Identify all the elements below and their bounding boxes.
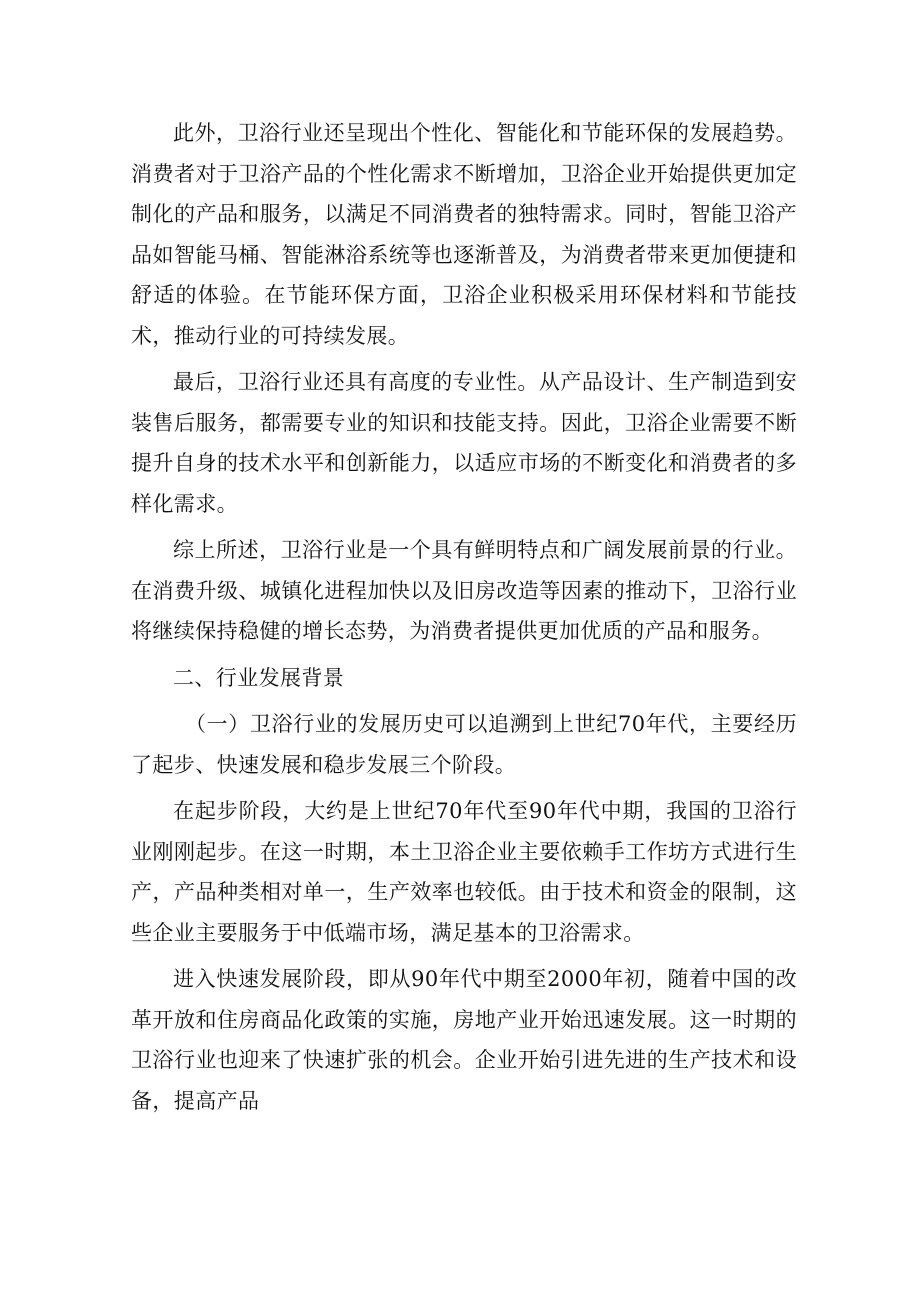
section-heading: 二、行业发展背景: [173, 665, 345, 690]
paragraph-trends: 此外，卫浴行业还呈现出个性化、智能化和节能环保的发展趋势。消费者对于卫浴产品的个性化需求不断增加，卫浴企业开始提供更加定制化的产品和服务，以满足不同消费者的独特需求。同时，智能卫浴产品如智能马桶、智能淋浴系统等也逐渐普及，为消费者带来更加便捷和舒适的体验。在节能环保方面，卫浴企业积极采用环保材料和节能技术，推动行业的可持续发展。: [131, 121, 797, 348]
paragraph-startup-stage: 在起步阶段，大约是上世纪70年代至90年代中期，我国的卫浴行业刚刚起步。在这一时期，本土卫浴企业主要依赖手工作坊方式进行生产，产品种类相对单一，生产效率也较低。由于技术和资金的限制，这些企业主要服务于中低端市场，满足基本的卫浴需求。: [131, 799, 797, 945]
paragraph-rapid-development-stage: 进入快速发展阶段，即从90年代中期至2000年初，随着中国的改革开放和住房商品化政策的实施，房地产业开始迅速发展。这一时期的卫浴行业也迎来了快速扩张的机会。企业开始引进先进的生产技术和设备，提高产品: [131, 967, 797, 1113]
subsection-history-intro: （一）卫浴行业的发展历史可以追溯到上世纪70年代，主要经历了起步、快速发展和稳步发展三个阶段。: [131, 712, 797, 777]
paragraph-professionalism: 最后，卫浴行业还具有高度的专业性。从产品设计、生产制造到安装售后服务，都需要专业的知识和技能支持。因此，卫浴企业需要不断提升自身的技术水平和创新能力，以适应市场的不断变化和消费者的多样化需求。: [131, 370, 797, 516]
paragraph-summary: 综上所述，卫浴行业是一个具有鲜明特点和广阔发展前景的行业。在消费升级、城镇化进程加快以及旧房改造等因素的推动下，卫浴行业将继续保持稳健的增长态势，为消费者提供更加优质的产品和服务。: [131, 538, 797, 643]
document-body: [131, 113, 797, 1127]
